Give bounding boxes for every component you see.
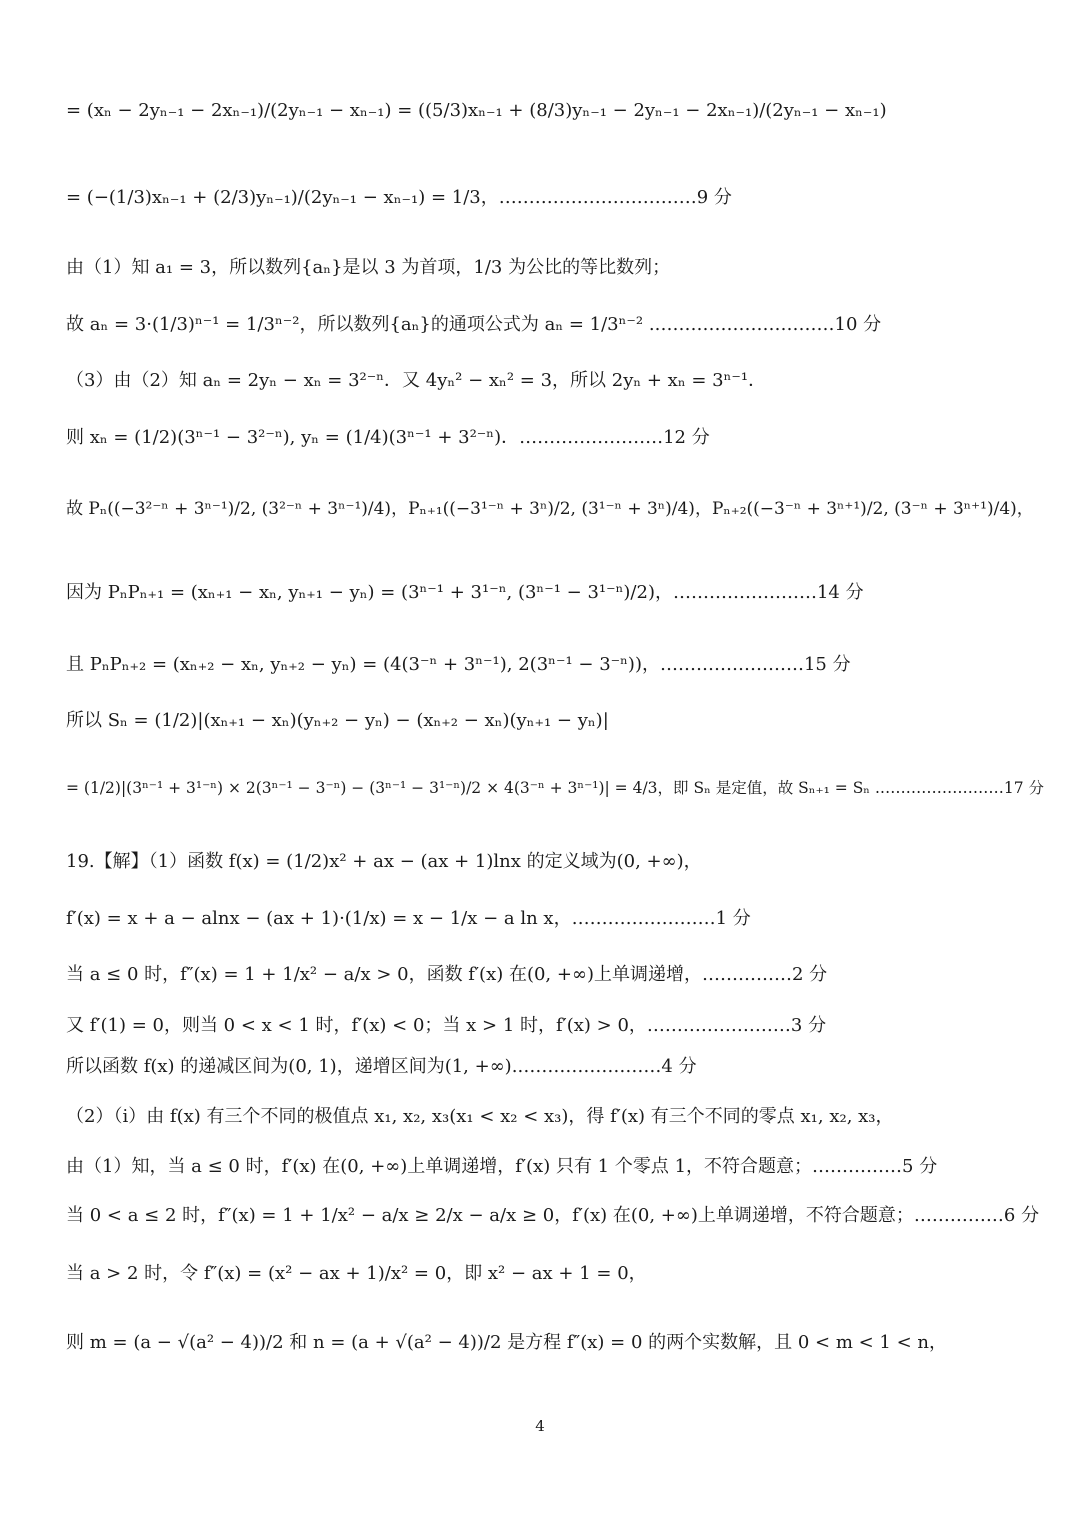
text-line: 且 PₙPₙ₊₂ = (xₙ₊₂ − xₙ, yₙ₊₂ − yₙ) = (4(3⁻ⁿ + 3ⁿ⁻¹), 2(3ⁿ⁻¹ − 3⁻ⁿ))，……………………15 分: [66, 654, 851, 675]
text-line: 当 0 < a ≤ 2 时，f″(x) = 1 + 1/x² − a/x ≥ 2/x − a/x ≥ 0，f′(x) 在(0, +∞)上单调递增，不符合题意；……………6 分: [66, 1205, 1040, 1226]
text-line: 由（1）知 a₁ = 3，所以数列{aₙ}是以 3 为首项，1/3 为公比的等比数列；: [66, 257, 671, 278]
text-line: = (−(1/3)xₙ₋₁ + (2/3)yₙ₋₁)/(2yₙ₋₁ − xₙ₋₁) = 1/3，……………………………9 分: [66, 187, 732, 208]
page-number: 4: [535, 1417, 545, 1435]
text-line: 由（1）知，当 a ≤ 0 时，f′(x) 在(0, +∞)上单调递增，f′(x) 只有 1 个零点 1，不符合题意；……………5 分: [66, 1156, 938, 1177]
text-line: = (xₙ − 2yₙ₋₁ − 2xₙ₋₁)/(2yₙ₋₁ − xₙ₋₁) = ((5/3)xₙ₋₁ + (8/3)yₙ₋₁ − 2yₙ₋₁ − 2xₙ₋₁)/(2yₙ₋₁ − xₙ₋₁): [66, 100, 887, 121]
text-line: 所以 Sₙ = (1/2)|(xₙ₊₁ − xₙ)(yₙ₊₂ − yₙ) − (xₙ₊₂ − xₙ)(yₙ₊₁ − yₙ)|: [66, 710, 609, 731]
text-line: 又 f′(1) = 0，则当 0 < x < 1 时，f′(x) < 0；当 x > 1 时，f′(x) > 0，……………………3 分: [66, 1015, 827, 1036]
text-line: 则 m = (a − √(a² − 4))/2 和 n = (a + √(a² − 4))/2 是方程 f″(x) = 0 的两个实数解，且 0 < m < 1 < n，: [66, 1332, 947, 1353]
text-line: 当 a ≤ 0 时，f″(x) = 1 + 1/x² − a/x > 0，函数 f′(x) 在(0, +∞)上单调递增，……………2 分: [66, 964, 828, 985]
text-line: 所以函数 f(x) 的递减区间为(0, 1)，递增区间为(1, +∞).……………………4 分: [66, 1056, 697, 1077]
text-line: 故 aₙ = 3·(1/3)ⁿ⁻¹ = 1/3ⁿ⁻²，所以数列{aₙ}的通项公式为 aₙ = 1/3ⁿ⁻² .…………………………10 分: [66, 314, 882, 335]
text-line: （2）（i）由 f(x) 有三个不同的极值点 x₁, x₂, x₃(x₁ < x₂ < x₃)，得 f′(x) 有三个不同的零点 x₁, x₂, x₃，: [66, 1106, 894, 1127]
text-line: （3）由（2）知 aₙ = 2yₙ − xₙ = 3²⁻ⁿ．又 4yₙ² − xₙ² = 3，所以 2yₙ + xₙ = 3ⁿ⁻¹．: [66, 370, 767, 391]
text-line: f′(x) = x + a − alnx − (ax + 1)·(1/x) = x − 1/x − a ln x，……………………1 分: [66, 908, 751, 929]
text-line: 19.【解】（1）函数 f(x) = (1/2)x² + ax − (ax + 1)lnx 的定义域为(0, +∞)，: [66, 851, 702, 872]
text-line: 则 xₙ = (1/2)(3ⁿ⁻¹ − 3²⁻ⁿ), yₙ = (1/4)(3ⁿ⁻¹ + 3²⁻ⁿ)．……………………12 分: [66, 427, 710, 448]
text-line: 故 Pₙ((−3²⁻ⁿ + 3ⁿ⁻¹)/2, (3²⁻ⁿ + 3ⁿ⁻¹)/4)，Pₙ₊₁((−3¹⁻ⁿ + 3ⁿ)/2, (3¹⁻ⁿ + 3ⁿ)/4)，Pₙ₊₂((−3⁻ⁿ + 3ⁿ⁺¹)/2, (3⁻ⁿ + 3ⁿ⁺¹)/4)，: [66, 499, 1034, 519]
text-line: 当 a > 2 时，令 f″(x) = (x² − ax + 1)/x² = 0，即 x² − ax + 1 = 0，: [66, 1263, 647, 1284]
text-line: = (1/2)|(3ⁿ⁻¹ + 3¹⁻ⁿ) × 2(3ⁿ⁻¹ − 3⁻ⁿ) − (3ⁿ⁻¹ − 3¹⁻ⁿ)/2 × 4(3⁻ⁿ + 3ⁿ⁻¹)| = 4/3，即 Sₙ 是定值，故 Sₙ₊₁ = Sₙ .……………………17 分: [66, 779, 1045, 797]
text-line: 因为 PₙPₙ₊₁ = (xₙ₊₁ − xₙ, yₙ₊₁ − yₙ) = (3ⁿ⁻¹ + 3¹⁻ⁿ, (3ⁿ⁻¹ − 3¹⁻ⁿ)/2)，……………………14 分: [66, 582, 864, 603]
